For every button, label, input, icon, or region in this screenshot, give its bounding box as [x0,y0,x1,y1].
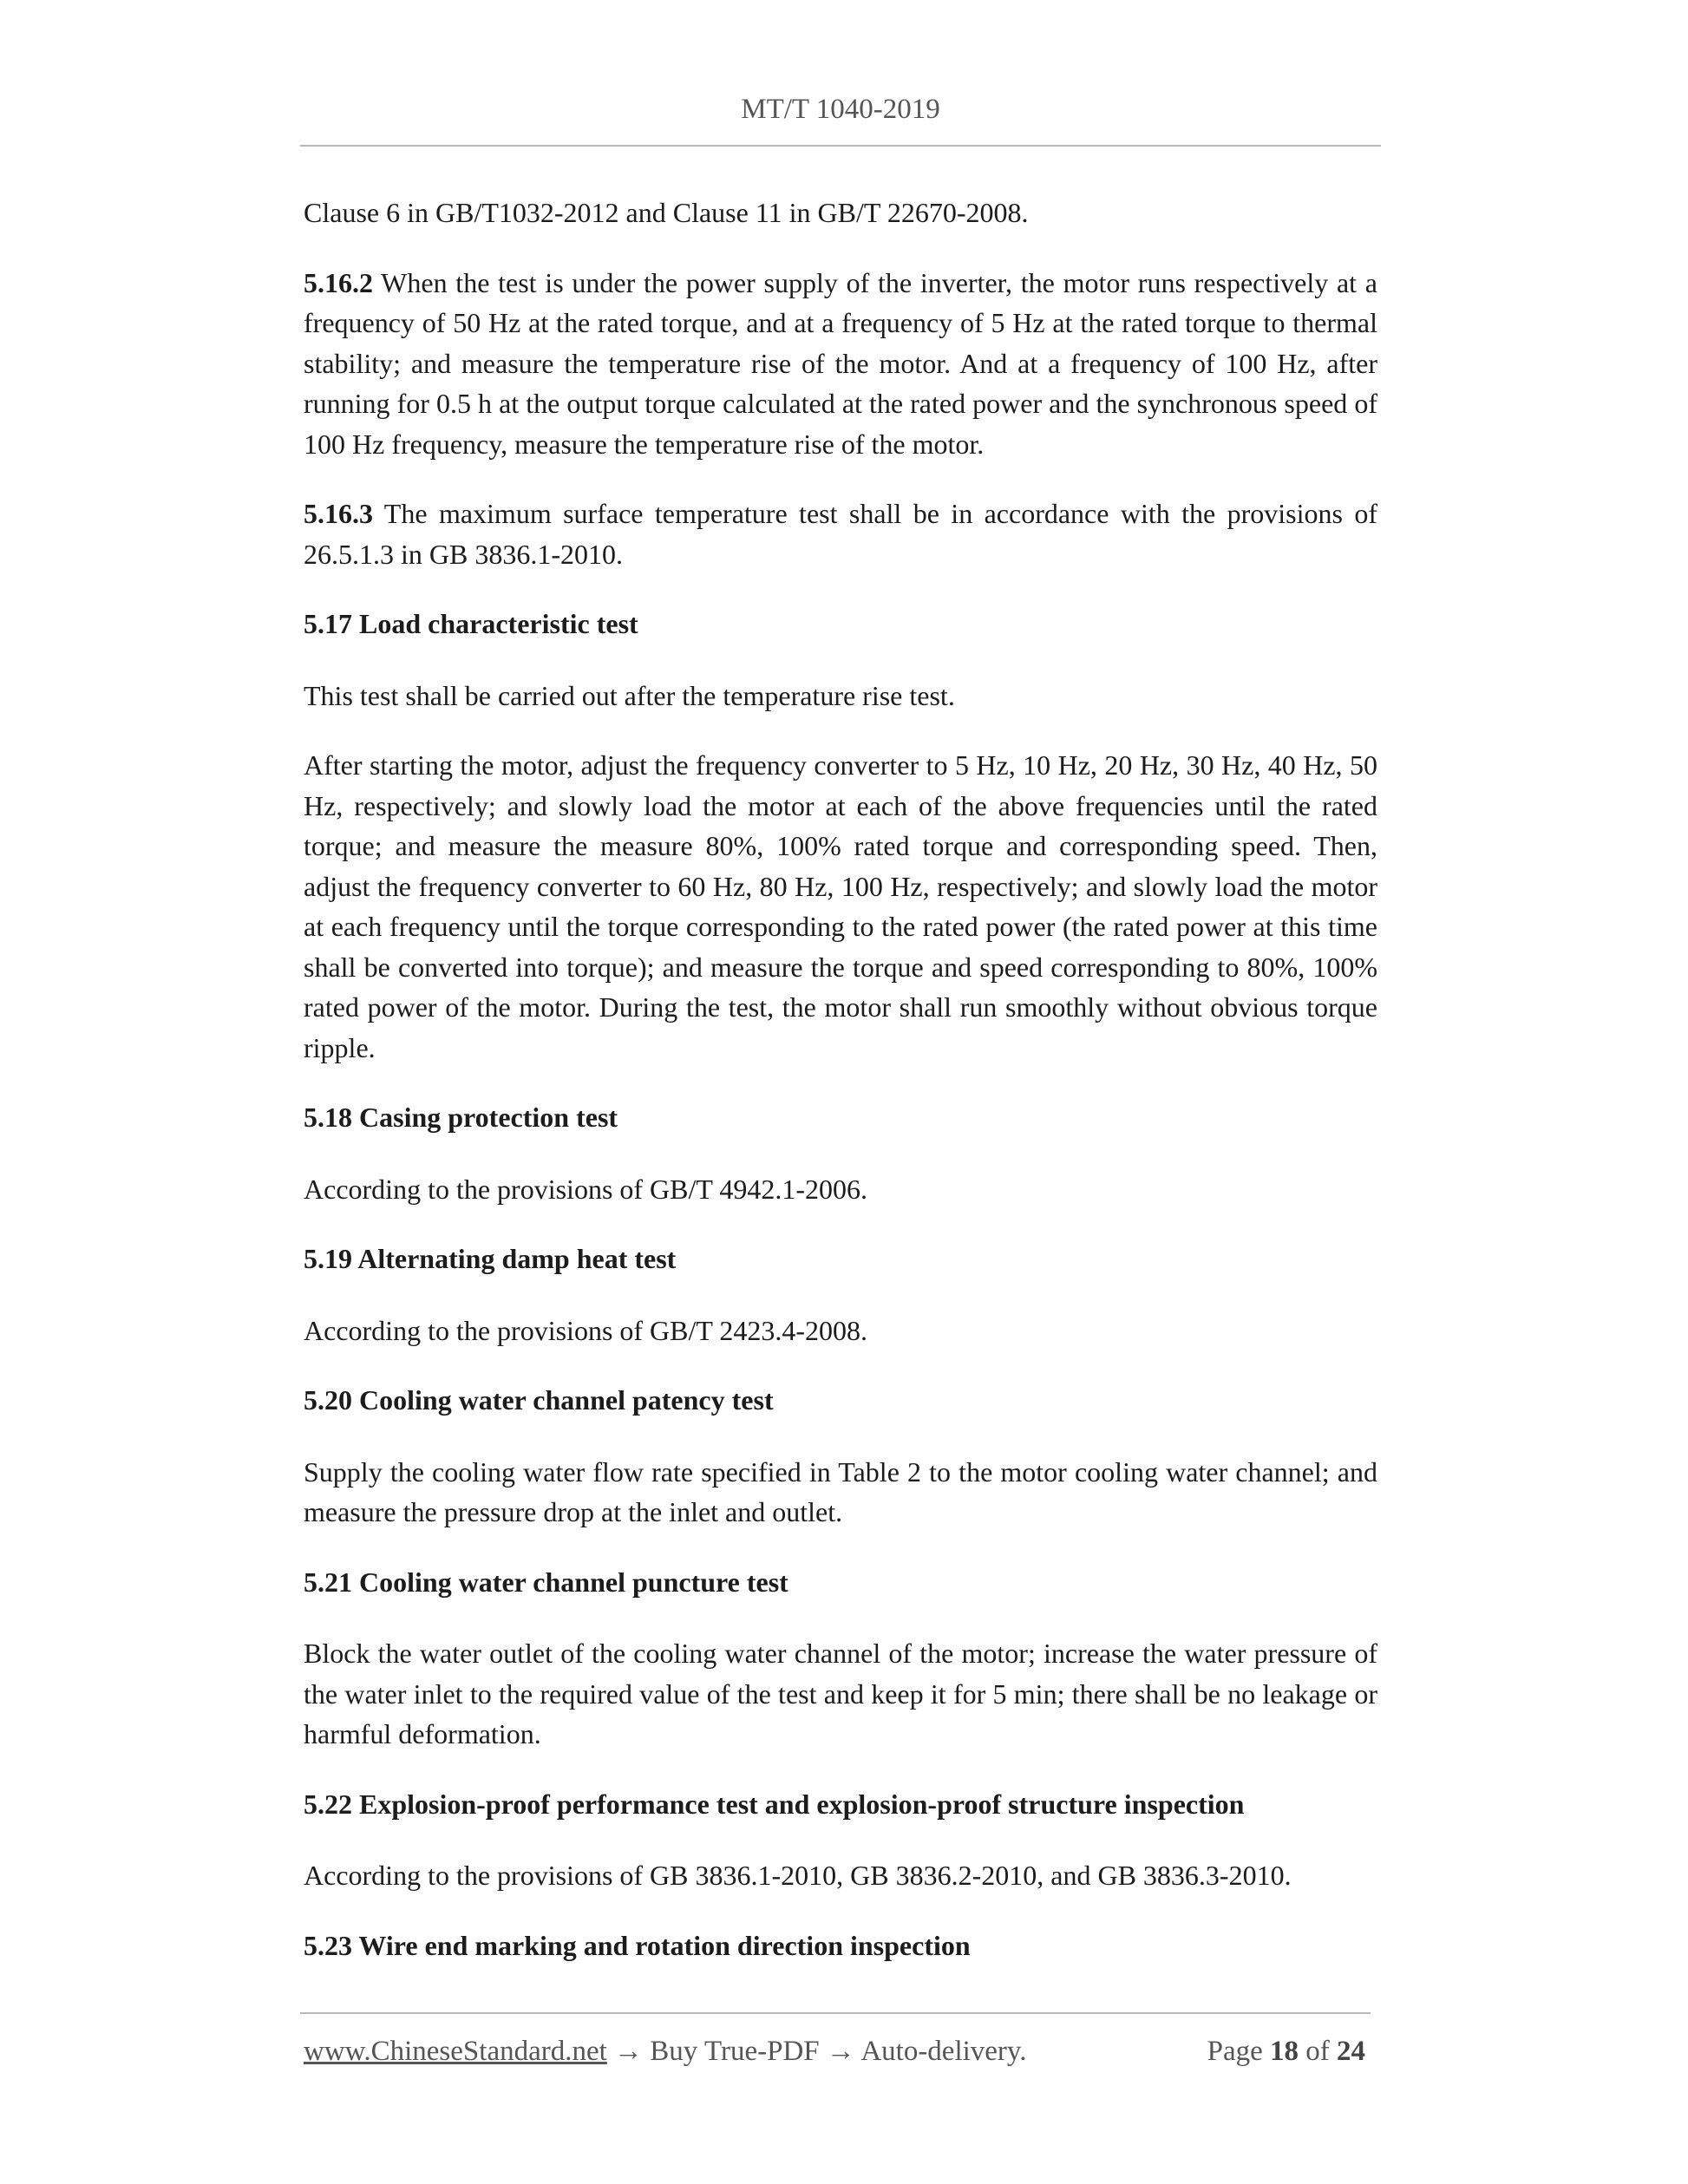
paragraph-water-channel-patency: Supply the cooling water flow rate specified in Table 2 to the motor cooling water channel; and measure the pressure drop at the inlet and outlet. [304,1455,1377,1527]
page-total: 24 [1337,2036,1365,2067]
paragraph-water-channel-puncture: Block the water outlet of the cooling water channel of the motor; increase the water pressure of the water inlet to the required value of the test and keep it for 5 min; there shall be no leakage or harmful deformation. [304,1638,1377,1749]
paragraph-load-test-intro: This test shall be carried out after the temperature rise test. [304,679,955,711]
paragraph-clause-reference: Clause 6 in GB/T1032-2012 and Clause 11 in GB/T 22670-2008. [304,197,1029,228]
section-heading-5-18: 5.18 Casing protection test [304,1102,618,1133]
paragraph-casing-protection: According to the provisions of GB/T 4942.1-2006. [304,1173,868,1205]
auto-delivery-text: Auto-delivery. [860,2036,1027,2067]
section-heading-5-23: 5.23 Wire end marking and rotation direction inspection [304,1929,971,1961]
arrow-right-icon: → [606,2036,651,2067]
paragraph-load-test-procedure: After starting the motor, adjust the frequency converter to 5 Hz, 10 Hz, 20 Hz, 30 Hz, 40 Hz, 50 Hz, respectively; and slowly load the motor at each of the above frequencies until the rated torque; and measure the measure 80%, 100% rated torque and corresponding speed. Then, adjust the frequency converter to 60 Hz, 80 Hz, 100 Hz, respectively; and slowly load the motor at each frequency until the torque corresponding to the rated power (the rated power at this time shall be converted into torque); and measure the torque and speed corresponding to 80%, 100% rated power of the motor. During the test, the motor shall run smoothly without obvious torque ripple. [304,749,1377,1063]
footer-promo [304,2031,1027,2071]
page-body [304,193,1377,1997]
paragraph-explosion-proof: According to the provisions of GB 3836.1-2010, GB 3836.2-2010, and GB 3836.3-2010. [304,1860,1292,1891]
clause-number: 5.16.3 [304,498,373,529]
paragraph-text: The maximum surface temperature test shall be in accordance with the provisions of 26.5.1.3 in GB 3836.1-2010. [304,498,1377,570]
paragraph-5-16-3 [304,494,1377,574]
buy-pdf-text: Buy True-PDF [650,2036,820,2067]
arrow-right-icon: → [819,2036,861,2067]
running-header: MT/T 1040-2019 [741,94,940,125]
page-indicator [1207,2031,1365,2071]
section-heading-5-21: 5.21 Cooling water channel puncture test [304,1566,788,1598]
section-heading-5-22: 5.22 Explosion-proof performance test and explosion-proof structure inspection [304,1788,1245,1820]
section-heading-5-20: 5.20 Cooling water channel patency test [304,1384,774,1416]
page-number: 18 [1270,2036,1299,2067]
footer-divider [300,2012,1371,2014]
website-link[interactable]: www.ChineseStandard.net [304,2036,607,2067]
clause-number: 5.16.2 [304,266,373,298]
section-heading-5-17: 5.17 Load characteristic test [304,608,638,639]
of-label: of [1299,2036,1337,2067]
header-divider [300,145,1381,147]
page-label: Page [1207,2036,1270,2067]
section-heading-5-19: 5.19 Alternating damp heat test [304,1243,677,1274]
paragraph-5-16-2 [304,263,1377,465]
paragraph-text: When the test is under the power supply of the inverter, the motor runs respectively at a frequency of 50 Hz at the rated torque, and at a frequency of 5 Hz at the rated torque to thermal stability; and measure the temperature rise of the motor. And at a frequency of 100 Hz, after running for 0.5 h at the output torque calculated at the rated power and the synchronous speed of 100 Hz frequency, measure the temperature rise of the motor. [304,266,1377,460]
paragraph-damp-heat: According to the provisions of GB/T 2423.4-2008. [304,1314,868,1346]
